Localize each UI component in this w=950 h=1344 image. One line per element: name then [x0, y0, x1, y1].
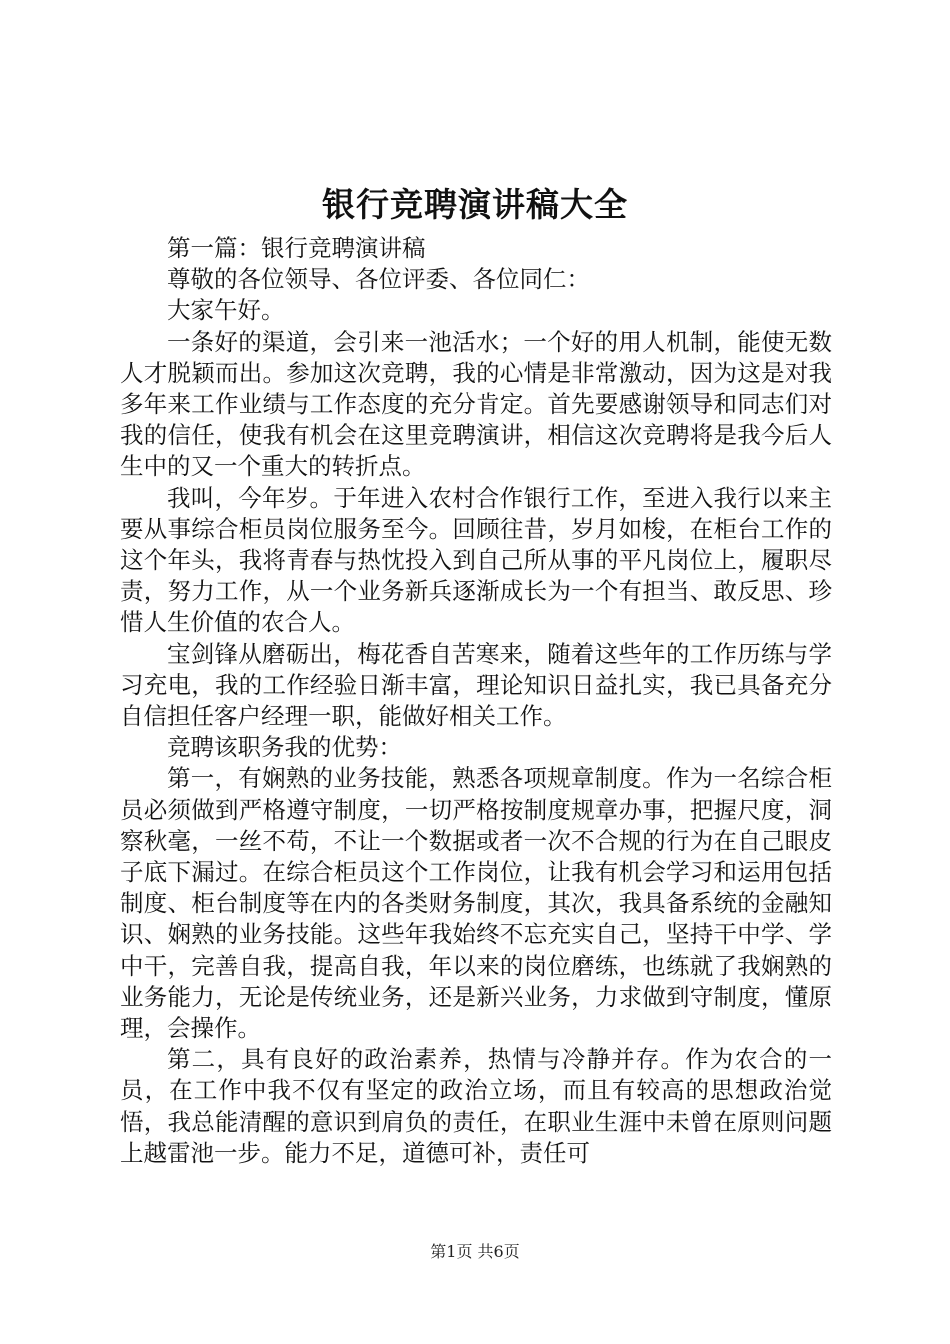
paragraph: 第一，有娴熟的业务技能，熟悉各项规章制度。作为一名综合柜员必须做到严格遵守制度，一切严格按制度规章办事，把握尺度，洞察秋毫，一丝不苟，不让一个数据或者一次不合规的行为在自己眼皮子底下漏过。在综合柜员这个工作岗位，让我有机会学习和运用包括制度、柜台制度等在内的各类财务制度，其次，我具备系统的金融知识、娴熟的业务技能。这些年我始终不忘充实自己，坚持干中学、学中干，完善自我，提高自我，年以来的岗位磨练，也练就了我娴熟的业务能力，无论是传统业务，还是新兴业务，力求做到守制度，懂原理，会操作。	[120, 764, 832, 1043]
section-heading: 第一篇：银行竞聘演讲稿	[167, 234, 426, 262]
document-title: 银行竞聘演讲稿大全	[322, 185, 628, 224]
page-footer: 第1页 共6页	[430, 1242, 520, 1261]
paragraph: 我叫，今年岁。于年进入农村合作银行工作，至进入我行以来主要从事综合柜员岗位服务至今。回顾往昔，岁月如梭，在柜台工作的这个年头，我将青春与热忱投入到自己所从事的平凡岗位上，履职尽责，努力工作，从一个业务新兵逐渐成长为一个有担当、敢反思、珍惜人生价值的农合人。	[120, 483, 832, 637]
paragraph: 第二，具有良好的政治素养，热情与冷静并存。作为农合的一员，在工作中我不仅有坚定的政治立场，而且有较高的思想政治觉悟，我总能清醒的意识到肩负的责任，在职业生涯中未曾在原则问题上越雷池一步。能力不足，道德可补，责任可	[120, 1045, 832, 1167]
paragraph: 宝剑锋从磨砺出，梅花香自苦寒来，随着这些年的工作历练与学习充电，我的工作经验日渐丰富，理论知识日益扎实，我已具备充分自信担任客户经理一职，能做好相关工作。	[120, 639, 832, 731]
paragraph: 一条好的渠道，会引来一池活水；一个好的用人机制，能使无数人才脱颖而出。参加这次竞聘，我的心情是非常激动，因为这是对我多年来工作业绩与工作态度的充分肯定。首先要感谢领导和同志们对我的信任，使我有机会在这里竞聘演讲，相信这次竞聘将是我今后人生中的又一个重大的转折点。	[120, 327, 832, 481]
greeting: 大家午好。	[167, 296, 285, 325]
document-body	[120, 233, 832, 1169]
salutation: 尊敬的各位领导、各位评委、各位同仁：	[167, 265, 590, 294]
paragraph: 竞聘该职务我的优势：	[167, 733, 402, 762]
